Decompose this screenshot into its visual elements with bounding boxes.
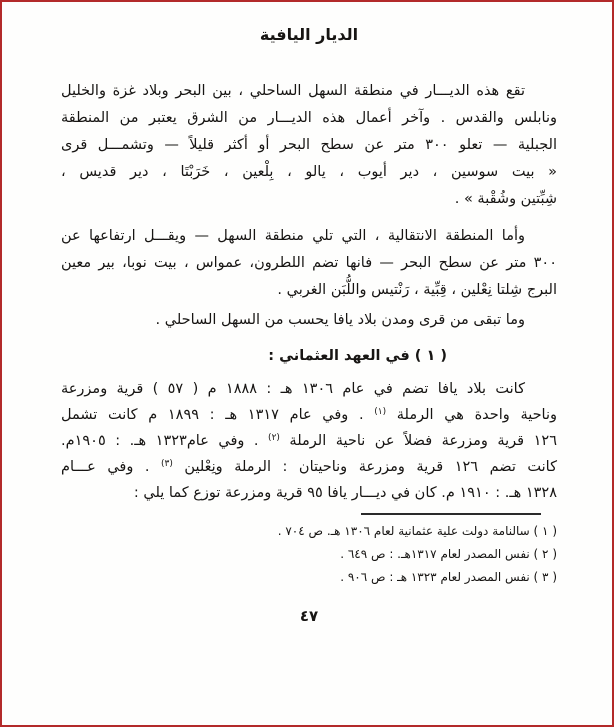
text-line: وأما المنطقة الانتقالية ، التي تلي منطقة السهل — ويقـــل ارتفاعها عن xyxy=(61,228,525,244)
line-text: . وفي عـــام xyxy=(61,459,162,475)
text-line: الجبلية — تعلو ٣٠٠ متر عن سطح البحر أو أكثر قليلاً — وتشمـــل قرى xyxy=(61,137,557,153)
text-line xyxy=(61,428,557,454)
footnote-line: ( ٣ ) نفس المصدر لعام ١٣٢٣ هـ : ص ٩٠٦ . xyxy=(340,570,557,584)
footnotes xyxy=(61,520,557,589)
paragraph-geography xyxy=(61,78,557,213)
line-text: وناحية واحدة هي الرملة xyxy=(386,407,558,423)
text-line: وما تبقى من قرى ومدن بلاد يافا يحسب من السهل الساحلي . xyxy=(155,312,525,328)
footnote-line: ( ٢ ) نفس المصدر لعام ١٣١٧هـ. : ص ٦٤٩ . xyxy=(340,547,557,561)
text-line xyxy=(61,402,557,428)
line-text: . وفي عام ١٣١٧ هـ : ١٨٩٩ م كانت تشمل xyxy=(61,407,375,423)
paragraph-ottoman-statistics xyxy=(61,376,557,506)
text-line: « بيت سوسين ، دير أيوب ، يالو ، بِلْعين ، خَرَبْتَا ، دير قديس ، xyxy=(61,164,557,180)
text-line: البرج شِلتا نِعْلين ، قِبِّية ، رَنْتيس واللُّبَن الغربي . xyxy=(277,282,557,298)
footnote-ref-1: (١) xyxy=(374,407,387,417)
paragraph-transitional-zone xyxy=(61,223,557,304)
line-text: كانت تضم ١٢٦ قرية ومزرعة وناحيتان : الرملة ونِعْلين xyxy=(172,459,557,475)
text-line xyxy=(61,454,557,480)
footnote-ref-2: (٢) xyxy=(268,433,280,443)
text-line: كانت بلاد يافا تضم في عام ١٣٠٦ هـ : ١٨٨٨ م ( ٥٧ ) قرية ومزرعة xyxy=(61,381,525,397)
page-title: الديار اليافية xyxy=(259,25,359,44)
paragraph-remaining-villages xyxy=(61,307,557,334)
text-line: ٣٠٠ متر عن سطح البحر — فانها تضم اللطرون، عمواس ، بيت نوبا، بير معين xyxy=(61,255,557,271)
text-line: ونابلس والقدس . وآخر أعمال هذه الديـــار من الشرق يعتبر من المنطقة xyxy=(61,110,557,126)
text-line: شِبِّتين وشُقْبة » . xyxy=(454,191,557,207)
footnote-separator xyxy=(361,513,541,515)
page-number: ٤٧ xyxy=(299,607,319,625)
text-line: ١٣٢٨ هـ. : ١٩١٠ م. كان في ديـــار يافا ٩٥ قرية ومزرعة توزع كما يلي : xyxy=(133,485,557,501)
line-text: . وفي عام١٣٢٣ هـ. : ١٩٠٥م. xyxy=(61,433,269,449)
footnote-ref-3: (٣) xyxy=(161,459,173,469)
text-line: تقع هذه الديـــار في منطقة السهل الساحلي ، بين البحر وبلاد غزة والخليل xyxy=(61,83,525,99)
footnote-line: ( ١ ) سالنامة دولت علية عثمانية لعام ١٣٠٦ هـ. ص ٧٠٤ . xyxy=(277,524,557,538)
line-text: ١٢٦ قرية ومزرعة فضلاً عن ناحية الرملة xyxy=(279,433,558,449)
section-heading-ottoman-era: ( ١ ) في العهد العثماني : xyxy=(268,348,447,364)
